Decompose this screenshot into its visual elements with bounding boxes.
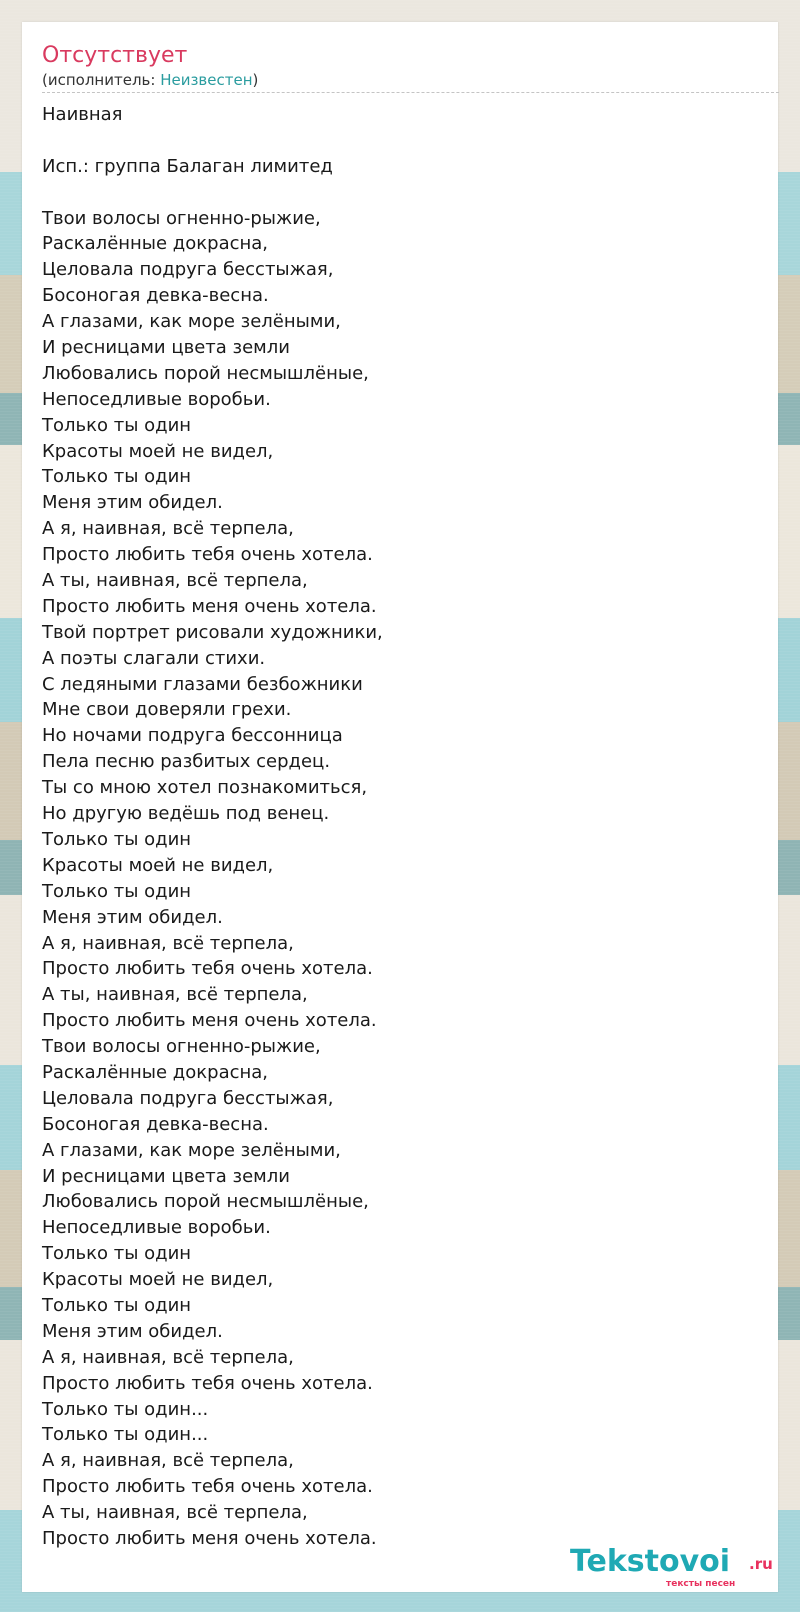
- lyric-line: А ты, наивная, всё терпела,: [42, 570, 308, 592]
- lyric-line: Только ты один: [42, 414, 192, 436]
- lyrics-card: [22, 22, 778, 1592]
- lyric-line: И ресницами цвета земли: [42, 337, 290, 359]
- lyric-line: Только ты один: [42, 1243, 192, 1265]
- lyric-line: Непоседливые воробьи.: [42, 1217, 271, 1239]
- lyric-line: А я, наивная, всё терпела,: [42, 932, 294, 954]
- lyric-line: Только ты один: [42, 1294, 192, 1316]
- lyric-line: Ты со мною хотел познакомиться,: [42, 777, 368, 799]
- lyric-line: Просто любить меня очень хотела.: [42, 1527, 377, 1549]
- lyric-line: А ты, наивная, всё терпела,: [42, 1502, 308, 1524]
- lyric-line: Любовались порой несмышлёные,: [42, 362, 369, 384]
- lyric-line: Просто любить меня очень хотела.: [42, 595, 377, 617]
- lyric-line: Твой портрет рисовали художники,: [42, 621, 383, 643]
- lyric-line: [42, 180, 762, 206]
- performer-suffix: ): [252, 71, 259, 89]
- lyric-line: Раскалённые докрасна,: [42, 233, 269, 255]
- lyric-line: Твои волосы огненно-рыжие,: [42, 207, 321, 229]
- lyric-line: А глазами, как море зелёными,: [42, 311, 341, 333]
- lyric-line: Просто любить тебя очень хотела.: [42, 544, 373, 566]
- lyric-line: С ледяными глазами безбожники: [42, 673, 363, 695]
- lyric-line: Только ты один...: [42, 1398, 209, 1420]
- lyric-line: Красоты моей не видел,: [42, 854, 274, 876]
- lyric-line: А ты, наивная, всё терпела,: [42, 984, 308, 1006]
- lyric-line: Только ты один: [42, 828, 192, 850]
- site-logo[interactable]: [570, 1545, 790, 1587]
- lyric-line: Но ночами подруга бессонница: [42, 725, 343, 747]
- performer-line: [42, 71, 258, 89]
- lyric-line: Мне свои доверяли грехи.: [42, 699, 292, 721]
- lyric-line: А глазами, как море зелёными,: [42, 1139, 341, 1161]
- lyric-line: А поэты слагали стихи.: [42, 647, 266, 669]
- lyric-line: Наивная: [42, 104, 123, 125]
- lyric-line: И ресницами цвета земли: [42, 1165, 290, 1187]
- lyric-line: Босоногая девка-весна.: [42, 285, 269, 307]
- lyric-line: [42, 128, 762, 154]
- lyric-line: Меня этим обидел.: [42, 492, 223, 514]
- lyric-line: Просто любить меня очень хотела.: [42, 1010, 377, 1032]
- lyric-line: Но другую ведёшь под венец.: [42, 803, 330, 825]
- lyric-line: Пела песню разбитых сердец.: [42, 751, 331, 773]
- lyric-line: Просто любить тебя очень хотела.: [42, 1476, 373, 1498]
- lyric-line: Исп.: группа Балаган лимитед: [42, 155, 333, 177]
- title-divider: [42, 92, 779, 93]
- lyric-line: Целовала подруга бесстыжая,: [42, 1087, 334, 1109]
- logo-tld: .ru: [749, 1555, 773, 1573]
- lyric-line: Непоседливые воробьи.: [42, 388, 271, 410]
- lyric-line: Просто любить тебя очень хотела.: [42, 1372, 373, 1394]
- logo-tagline: тексты песен: [666, 1579, 736, 1589]
- lyric-line: Просто любить тебя очень хотела.: [42, 958, 373, 980]
- lyric-line: А я, наивная, всё терпела,: [42, 1450, 294, 1472]
- lyric-line: Меня этим обидел.: [42, 1320, 223, 1342]
- lyric-line: Красоты моей не видел,: [42, 440, 274, 462]
- lyric-line: Твои волосы огненно-рыжие,: [42, 1036, 321, 1058]
- lyric-line: Только ты один: [42, 880, 192, 902]
- song-title: Отсутствует: [42, 43, 188, 68]
- lyric-line: А я, наивная, всё терпела,: [42, 1346, 294, 1368]
- lyric-line: Красоты моей не видел,: [42, 1269, 274, 1291]
- lyric-line: Любовались порой несмышлёные,: [42, 1191, 369, 1213]
- performer-prefix: (исполнитель:: [42, 71, 161, 89]
- lyric-line: Только ты один...: [42, 1424, 209, 1446]
- lyrics-text: [42, 102, 762, 1552]
- performer-link[interactable]: Неизвестен: [160, 71, 253, 89]
- lyric-line: Раскалённые докрасна,: [42, 1061, 269, 1083]
- lyric-line: Меня этим обидел.: [42, 906, 223, 928]
- lyric-line: Босоногая девка-весна.: [42, 1113, 269, 1135]
- lyric-line: А я, наивная, всё терпела,: [42, 518, 294, 540]
- lyric-line: Только ты один: [42, 466, 192, 488]
- lyric-line: Целовала подруга бесстыжая,: [42, 259, 334, 281]
- logo-name: Tekstovoi: [570, 1544, 731, 1579]
